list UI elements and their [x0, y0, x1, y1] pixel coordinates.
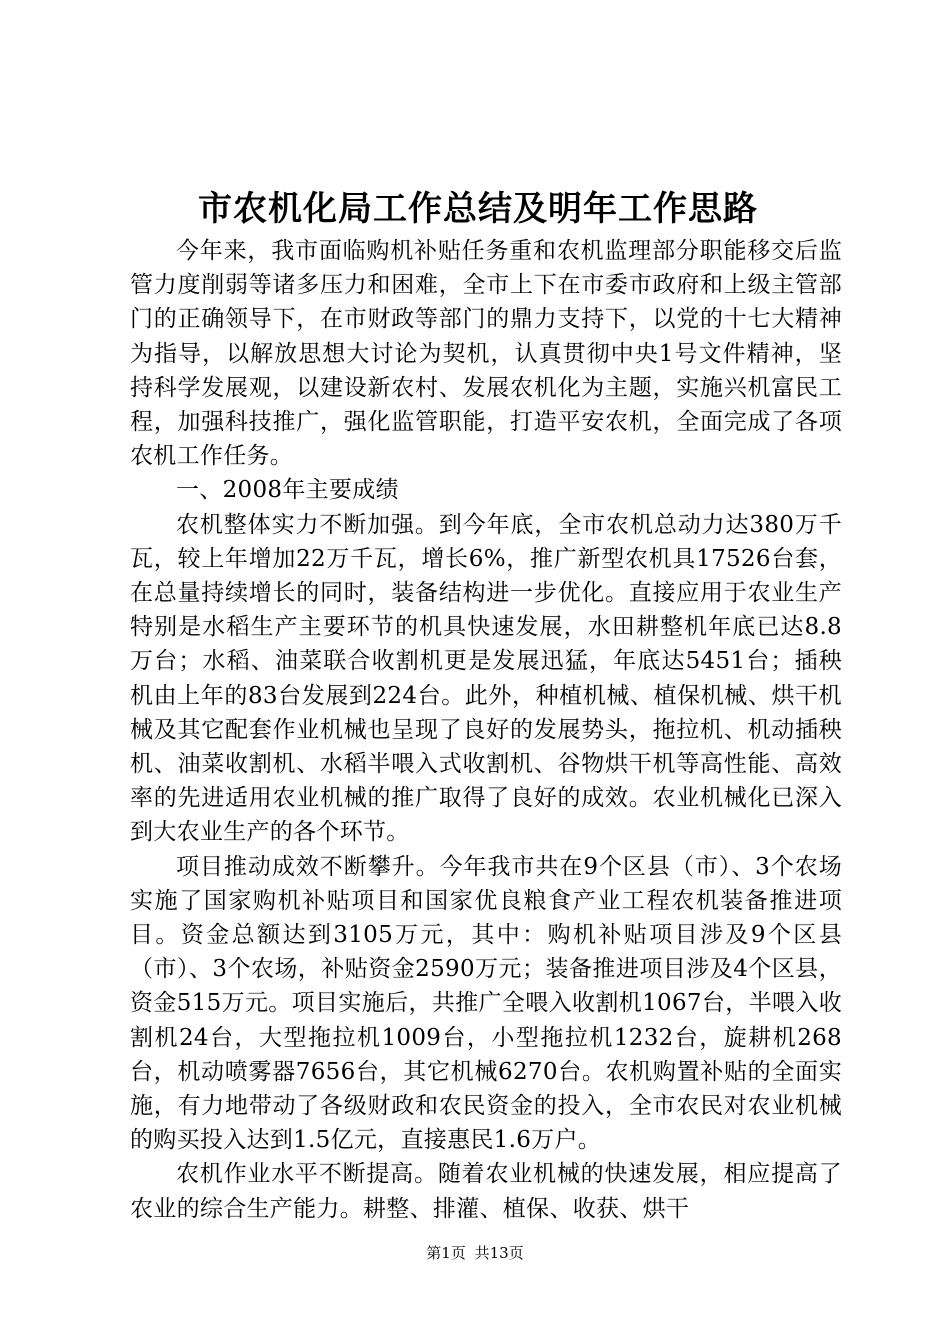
- paragraph-machinery-strength: 农机整体实力不断加强。到今年底，全市农机总动力达380万千瓦，较上年增加22万千瓦，增长6%，推广新型农机具17526台套，在总量持续增长的同时，装备结构进一步优化。直接应用于农业生产特别是水稻生产主要环节的机具快速发展，水田耕整机年底已达8.8万台；水稻、油菜联合收割机更是发展迅猛，年底达5451台；插秧机由上年的83台发展到224台。此外，种植机械、植保机械、烘干机械及其它配套作业机械也呈现了良好的发展势头，拖拉机、机动插秧机、油菜收割机、水稻半喂入式收割机、谷物烘干机等高性能、高效率的先进适用农业机械的推广取得了良好的成效。农业机械化已深入到大农业生产的各个环节。: [130, 511, 842, 846]
- document-title: 市农机化局工作总结及明年工作思路: [198, 189, 758, 229]
- page-total: 共13页: [474, 1244, 524, 1262]
- paragraph-operation-level: 农机作业水平不断提高。随着农业机械的快速发展，相应提高了农业的综合生产能力。耕整、排灌、植保、收获、烘干: [130, 1161, 842, 1222]
- page-number: 第1页: [426, 1244, 466, 1262]
- paragraph-project-results: 项目推动成效不断攀升。今年我市共在9个区县（市）、3个农场实施了国家购机补贴项目和国家优良粮食产业工程农机装备推进项目。资金总额达到3105万元，其中：购机补贴项目涉及9个区县（市）、3个农场，补贴资金2590万元；装备推进项目涉及4个区县，资金515万元。项目实施后，共推广全喂入收割机1067台，半喂入收割机24台，大型拖拉机1009台，小型拖拉机1232台，旋耕机268台，机动喷雾器7656台，其它机械6270台。农机购置补贴的全面实施，有力地带动了各级财政和农民资金的投入，全市农民对农业机械的购买投入达到1.5亿元，直接惠民1.6万户。: [130, 853, 842, 1154]
- document-body: [130, 234, 842, 1226]
- section-heading: 一、2008年主要成绩: [176, 477, 399, 504]
- page-footer: [0, 1243, 950, 1263]
- paragraph-intro: 今年来，我市面临购机补贴任务重和农机监理部分职能移交后监管力度削弱等诸多压力和困难，全市上下在市委市政府和上级主管部门的正确领导下，在市财政等部门的鼎力支持下，以党的十七大精神为指导，以解放思想大讨论为契机，认真贯彻中央1号文件精神，坚持科学发展观，以建设新农村、发展农机化为主题，实施兴机富民工程，加强科技推广，强化监管职能，打造平安农机，全面完成了各项农机工作任务。: [130, 238, 842, 470]
